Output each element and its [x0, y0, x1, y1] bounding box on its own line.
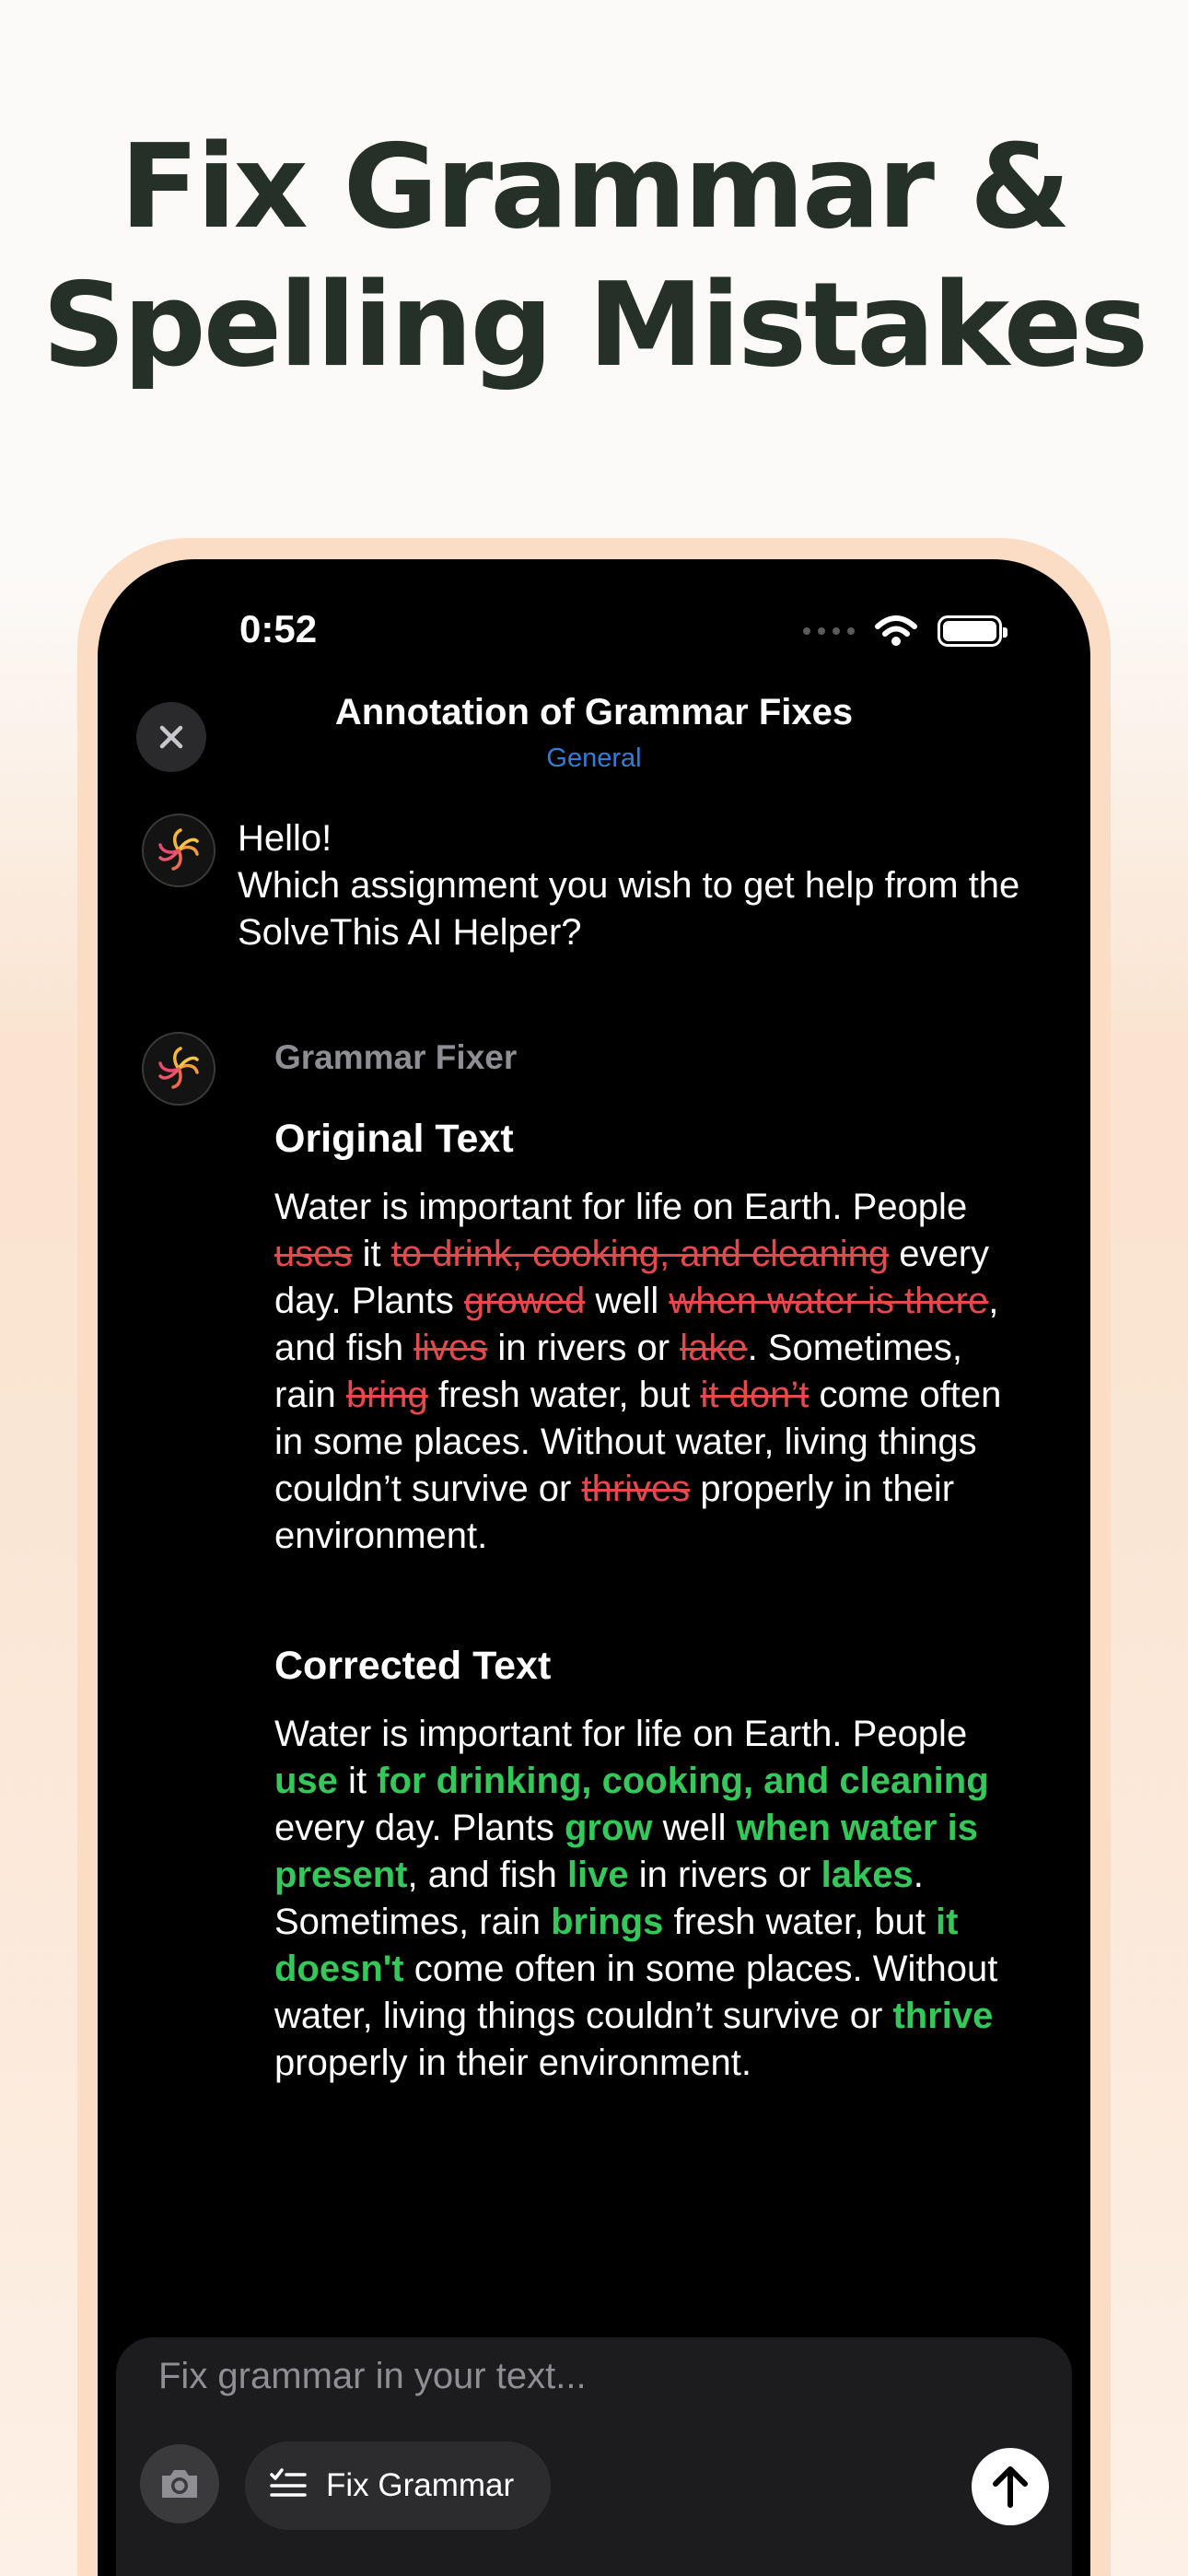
text-segment: . Sometimes, rain — [274, 1328, 962, 1415]
fix-grammar-label: Fix Grammar — [326, 2467, 515, 2503]
corrected-phrase: when water is present — [274, 1808, 978, 1895]
message-input[interactable]: Fix grammar in your text... — [158, 2356, 587, 2396]
text-segment: come often in some places. Without water, living things couldn’t survive or — [274, 1949, 998, 2036]
status-time: 0:52 — [239, 607, 318, 650]
text-segment: properly in their environment. — [274, 2043, 752, 2083]
nav-subtitle[interactable]: General — [546, 744, 642, 773]
removed-text: thrives — [581, 1469, 691, 1509]
send-button[interactable] — [972, 2448, 1049, 2525]
removed-text: it don’t — [700, 1375, 809, 1415]
headline-line-2: Spelling Mistakes — [41, 257, 1147, 392]
text-segment: . Sometimes, rain — [274, 1855, 924, 1942]
corrected-text-title: Corrected Text — [274, 1644, 552, 1688]
text-segment: fresh water, but — [427, 1375, 701, 1415]
removed-text: lake — [680, 1328, 748, 1368]
corrected-phrase: live — [566, 1855, 629, 1895]
corrected-phrase: for drinking, cooking, and cleaning — [377, 1761, 989, 1801]
text-segment: it — [337, 1761, 378, 1801]
battery-icon — [938, 615, 1002, 647]
original-text — [274, 1184, 1011, 1560]
text-segment: well — [585, 1281, 670, 1321]
flower-logo-icon — [153, 825, 204, 876]
text-segment: well — [652, 1808, 737, 1848]
text-segment: every day. Plants — [274, 1808, 565, 1848]
greeting-line-1: Hello! — [238, 818, 332, 859]
text-segment: , and fish — [407, 1855, 567, 1895]
original-text-title: Original Text — [274, 1117, 514, 1161]
wifi-icon — [875, 615, 917, 647]
corrected-phrase: thrive — [892, 1996, 994, 2036]
corrected-text — [274, 1711, 1011, 2087]
headline-line-1: Fix Grammar & — [120, 119, 1068, 254]
removed-text: lives — [413, 1328, 488, 1368]
flower-logo-icon — [153, 1043, 204, 1095]
text-segment: Water is important for life on Earth. People — [274, 1714, 968, 1754]
nav-title: Annotation of Grammar Fixes — [334, 692, 854, 732]
checklist-icon — [269, 2467, 308, 2504]
text-segment: properly in their environment. — [274, 1469, 955, 1556]
text-segment: every day. Plants — [274, 1234, 990, 1321]
text-segment: fresh water, but — [663, 1902, 937, 1942]
corrected-phrase: lakes — [821, 1855, 914, 1895]
signal-icon — [803, 627, 855, 635]
greeting-line-2: Which assignment you wish to get help from the SolveThis AI Helper? — [238, 865, 1020, 953]
corrected-phrase: use — [274, 1761, 338, 1801]
camera-button[interactable] — [140, 2444, 219, 2523]
grammar-fixer-avatar — [142, 1032, 215, 1106]
text-segment: it — [352, 1234, 391, 1274]
assistant-avatar — [142, 814, 215, 887]
text-segment: , and fish — [274, 1281, 999, 1368]
removed-text: uses — [274, 1234, 353, 1274]
corrected-phrase: grow — [564, 1808, 653, 1848]
sender-name: Grammar Fixer — [274, 1038, 518, 1076]
status-icons — [803, 613, 1002, 650]
greeting-message — [238, 815, 1030, 956]
removed-text: bring — [345, 1375, 428, 1415]
text-segment: Water is important for life on Earth. People — [274, 1187, 968, 1227]
headline — [0, 118, 1188, 394]
removed-text: growed — [464, 1281, 586, 1321]
corrected-phrase: it doesn't — [274, 1902, 959, 1989]
removed-text: to drink, cooking, and cleaning — [390, 1234, 890, 1274]
removed-text: when water is there — [669, 1281, 989, 1321]
text-segment: come often in some places. Without water, living things couldn’t survive or — [274, 1375, 1002, 1509]
text-segment: in rivers or — [487, 1328, 681, 1368]
text-segment: in rivers or — [628, 1855, 821, 1895]
fix-grammar-chip[interactable] — [245, 2441, 551, 2530]
corrected-phrase: brings — [551, 1902, 664, 1942]
arrow-up-icon — [990, 2465, 1031, 2509]
phone-screen — [98, 559, 1090, 2576]
composer — [116, 2337, 1072, 2576]
camera-icon — [158, 2466, 201, 2501]
